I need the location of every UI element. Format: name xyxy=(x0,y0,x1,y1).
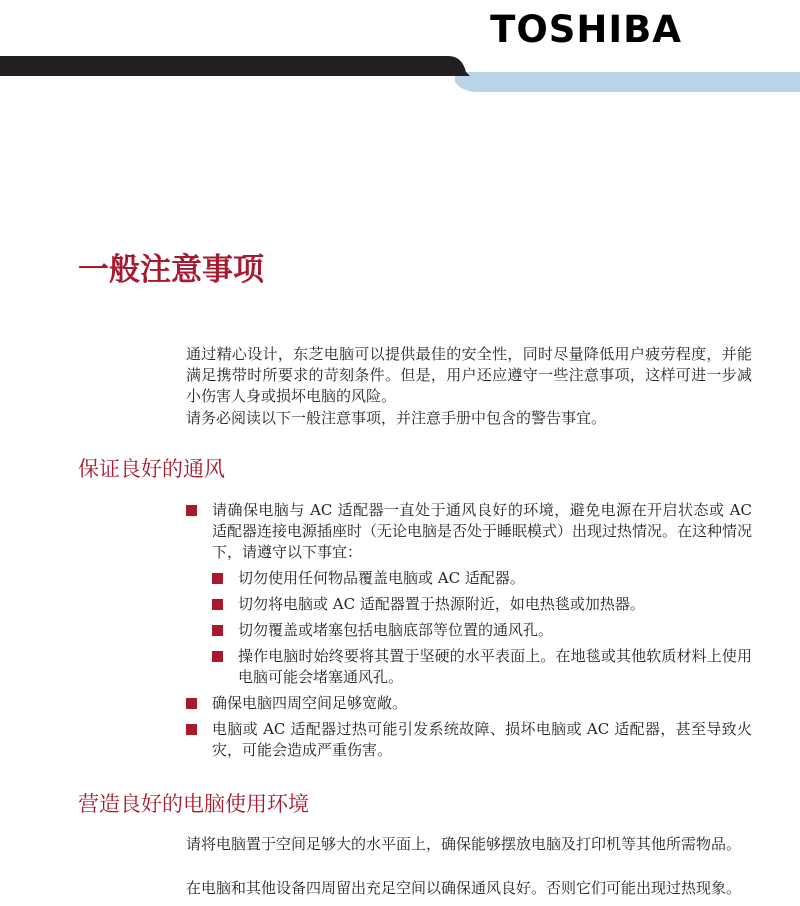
bullet-square-icon xyxy=(186,698,197,709)
list-item-text: 电脑或 AC 适配器过热可能引发系统故障、损坏电脑或 AC 适配器，甚至导致火灾，可能会造成严重伤害。 xyxy=(212,720,752,759)
bullet-square-icon xyxy=(186,724,197,735)
intro-paragraph-1: 通过精心设计，东芝电脑可以提供最佳的安全性，同时尽量降低用户疲劳程度，并能满足携带时所要求的苛刻条件。但是，用户还应遵守一些注意事项，这样可进一步减小伤害人身或损坏电脑的风险。 xyxy=(186,345,752,405)
sub-list-item xyxy=(212,594,752,615)
page-title: 一般注意事项 xyxy=(78,252,264,288)
sub-list-item-text: 切勿将电脑或 AC 适配器置于热源附近，如电热毯或加热器。 xyxy=(238,595,645,613)
list-item xyxy=(186,500,752,688)
bullet-square-icon xyxy=(212,599,223,610)
bullet-square-icon xyxy=(186,505,197,516)
sub-list-item xyxy=(212,568,752,589)
sub-list-item-text: 操作电脑时始终要将其置于坚硬的水平表面上。在地毯或其他软质材料上使用电脑可能会堵塞通风孔。 xyxy=(238,647,752,686)
sub-list-item xyxy=(212,620,752,641)
toshiba-logo: TOSHIBA xyxy=(490,8,682,51)
sub-list xyxy=(212,568,752,688)
section-heading-ventilation: 保证良好的通风 xyxy=(78,457,225,481)
list-item xyxy=(186,719,752,761)
environment-paragraph-1: 请将电脑置于空间足够大的水平面上，确保能够摆放电脑及打印机等其他所需物品。 xyxy=(186,835,742,853)
header-band-light xyxy=(455,72,800,92)
sub-list-item xyxy=(212,646,752,688)
ventilation-list xyxy=(186,500,752,766)
header-band-dark xyxy=(0,56,470,76)
list-item xyxy=(186,693,752,714)
header-band xyxy=(0,56,800,92)
sub-list-item-text: 切勿覆盖或堵塞包括电脑底部等位置的通风孔。 xyxy=(238,621,554,639)
bullet-square-icon xyxy=(212,651,223,662)
environment-paragraph-2: 在电脑和其他设备四周留出充足空间以确保通风良好。否则它们可能出现过热现象。 xyxy=(186,879,742,897)
bullet-square-icon xyxy=(212,573,223,584)
section-heading-environment: 营造良好的电脑使用环境 xyxy=(78,792,309,816)
sub-list-item-text: 切勿使用任何物品覆盖电脑或 AC 适配器。 xyxy=(238,569,525,587)
list-item-text: 确保电脑四周空间足够宽敞。 xyxy=(212,694,408,712)
intro-paragraph-2: 请务必阅读以下一般注意事项，并注意手册中包含的警告事宜。 xyxy=(186,409,607,427)
bullet-square-icon xyxy=(212,625,223,636)
list-item-text: 请确保电脑与 AC 适配器一直处于通风良好的环境，避免电源在开启状态或 AC 适配器连接电源插座时（无论电脑是否处于睡眠模式）出现过热情况。在这种情况下，请遵守以下事宜： xyxy=(212,501,753,561)
